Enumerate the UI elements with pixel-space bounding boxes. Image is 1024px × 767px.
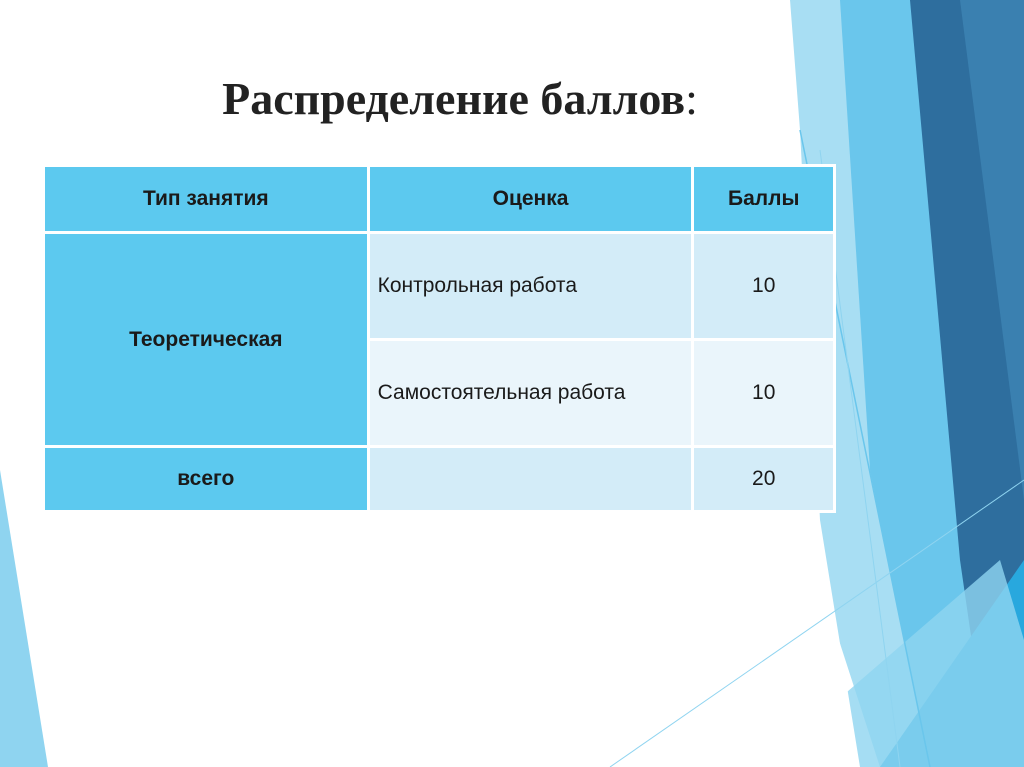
points-cell: 10 [693,233,835,340]
total-points-cell: 20 [693,447,835,512]
assessment-cell: Самостоятельная работа [368,340,693,447]
header-lesson-type: Тип занятия [44,166,369,233]
points-cell: 10 [693,340,835,447]
score-distribution-table [42,164,836,513]
slide-title [0,72,920,125]
header-points: Баллы [693,166,835,233]
total-label-cell: всего [44,447,369,512]
header-assessment: Оценка [368,166,693,233]
slide-title-colon: : [685,73,698,124]
lesson-type-cell: Теоретическая [44,233,369,447]
slide-title-text: Распределение баллов [222,73,686,124]
total-assessment-cell [368,447,693,512]
table-total-row [44,447,835,512]
assessment-cell: Контрольная работа [368,233,693,340]
table-row [44,233,835,340]
table-header-row [44,166,835,233]
